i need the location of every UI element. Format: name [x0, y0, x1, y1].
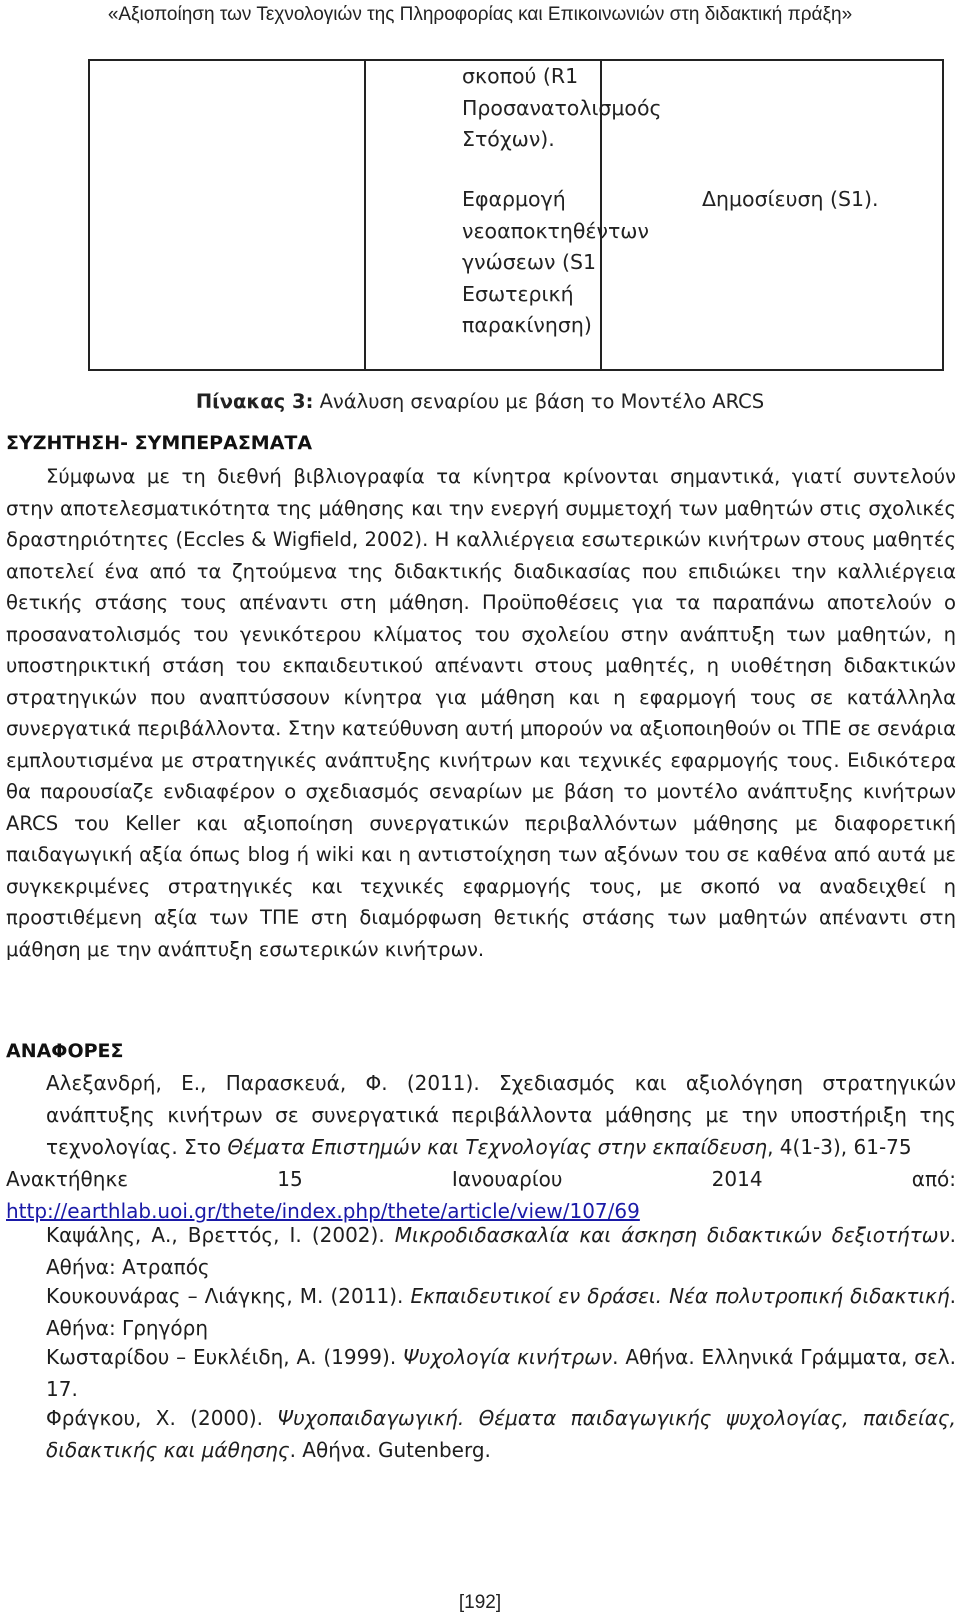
reference-text — [6, 1067, 956, 1163]
reference-publisher: . Αθήνα: Ατραπός — [46, 1223, 956, 1279]
table-col-divider-1 — [364, 59, 366, 371]
reference-authors: Κωσταρίδου – Ευκλέιδη, Α. (1999). — [46, 1345, 404, 1369]
reference-title: Εκπαιδευτικοί εν δράσει. Νέα πολυτροπική διδακτική — [410, 1284, 950, 1308]
retrieved-word: από: — [911, 1167, 956, 1191]
reference-authors: Αλεξανδρή, Ε., Παρασκευά, Φ. (2011). Σχεδιασμός και αξιολόγηση στρατηγικών ανάπτυξης κινήτρων σε συνεργατικά περιβάλλοντα μάθησης με την υποστήριξη της τεχνολογίας. Στο — [46, 1071, 956, 1159]
retrieved-word: 15 — [277, 1167, 303, 1191]
cell-line: νεοαποκτηθέντων — [462, 218, 649, 243]
table-caption — [0, 390, 960, 413]
table-cell-col3: Δημοσίευση (S1). — [702, 187, 879, 211]
retrieved-word: Ανακτήθηκε — [6, 1167, 129, 1191]
reference-authors: Καψάλης, Α., Βρεττός, Ι. (2002). — [46, 1223, 395, 1247]
reference-item — [6, 1219, 956, 1283]
reference-title: Μικροδιδασκαλία και άσκηση διδακτικών δεξιοτήτων — [394, 1223, 950, 1247]
reference-publisher: . Αθήνα. Gutenberg. — [289, 1438, 491, 1462]
table-cell-col2-top — [462, 61, 662, 156]
cell-line: σκοπού (R1 — [462, 64, 579, 88]
retrieved-word: Ιανουαρίου — [451, 1167, 563, 1191]
reference-journal: Θέματα Επιστημών και Τεχνολογίας στην εκπαίδευση — [227, 1135, 768, 1159]
reference-volume: , 4(1-3), 61-75 — [767, 1135, 912, 1159]
cell-line: Στόχων). — [462, 127, 555, 151]
reference-authors: Φράγκου, Χ. (2000). — [46, 1406, 278, 1430]
reference-item — [6, 1067, 956, 1227]
references-heading: ΑΝΑΦΟΡΕΣ — [6, 1040, 124, 1062]
page-number: [192] — [458, 1592, 502, 1613]
cell-line: γνώσεων (S1 — [462, 250, 597, 274]
cell-line: παρακίνηση) — [462, 313, 592, 337]
table-right-border — [942, 59, 944, 371]
reference-url-link[interactable]: http://earthlab.uoi.gr/thete/index.php/thete/article/view/107/69 — [6, 1199, 640, 1223]
reference-text — [6, 1280, 956, 1344]
caption-label: Πίνακας 3: — [195, 390, 314, 413]
reference-text — [6, 1341, 956, 1405]
reference-item — [6, 1341, 956, 1405]
running-header: «Αξιοποίηση των Τεχνολογιών της Πληροφορίας και Επικοινωνιών στη διδακτική πράξη» — [107, 4, 853, 25]
cell-line: Προσανατολισμοός — [462, 95, 662, 120]
reference-title: Ψυχολογία κινήτρων — [403, 1345, 613, 1369]
reference-text — [6, 1219, 956, 1283]
discussion-paragraph: Σύμφωνα με τη διεθνή βιβλιογραφία τα κίνητρα κρίνονται σημαντικά, γιατί συντελούν στην αποτελεσματικότητα της μάθησης και την ενεργή συμμετοχή των μαθητών στις σχολικές δραστηριότητες (Eccles & Wigfield, 2002). Η καλλιέργεια εσωτερικών κινήτρων στους μαθητές αποτελεί ένα από τα ζητούμενα της διδακτικής διαδικασίας που επιδιώκει την καλλιέργεια θετικής στάσης τους απέναντι στη μάθηση. Προϋποθέσεις για τα παραπάνω αποτελούν ο προσανατολισμός του γενικότερου κλίματος του σχολείου στην ανάπτυξη των μαθητών, η υποστηρικτική στάση του εκπαιδευτικού απέναντι στους μαθητές, η υιοθέτηση διδακτικών στρατηγικών που αναπτύσσουν κίνητρα για μάθηση και η εφαρμογή τους σε κατάλληλα συνεργατικά περιβάλλοντα. Στην κατεύθυνση αυτή μπορούν να αξιοποιηθούν οι ΤΠΕ σε σενάρια εμπλουτισμένα με στρατηγικές ανάπτυξης κινήτρων και τεχνικές εφαρμογής τους. Ειδικότερα θα παρουσίαζε ενδιαφέρον ο σχεδιασμός σεναρίων με βάση το μοντέλο ανάπτυξης κινήτρων ARCS του Keller και αξιοποίηση συνεργατικών περιβαλλόντων μάθησης με διαφορετική παιδαγωγική αξία όπως blog ή wiki και η αντιστοίχηση των αξόνων του σε καθένα από αυτά με συγκεκριμένες στρατηγικές και τεχνικές εφαρμογής τους, με σκοπό να αναδειχθεί η προστιθέμενη αξία των ΤΠΕ στη διαμόρφωση θετικής στάσης των μαθητών απέναντι στη μάθηση με την ανάπτυξη εσωτερικών κινήτρων. — [6, 465, 956, 961]
reference-item — [6, 1280, 956, 1344]
reference-authors: Κουκουνάρας – Λιάγκης, Μ. (2011). — [46, 1284, 411, 1308]
reference-text — [6, 1402, 956, 1466]
table-left-border — [88, 59, 90, 371]
table-cell-col2-bottom — [462, 184, 649, 342]
table-bottom-border — [88, 369, 944, 371]
reference-publisher: . Αθήνα. Ελληνικά Γράμματα, σελ. 17. — [46, 1345, 956, 1401]
cell-line: Εσωτερική — [462, 281, 574, 306]
retrieved-word: 2014 — [711, 1167, 763, 1191]
reference-retrieved-line — [6, 1163, 956, 1195]
cell-line: Εφαρμογή — [462, 187, 566, 211]
reference-publisher: . Αθήνα: Γρηγόρη — [46, 1284, 957, 1340]
reference-title: Ψυχοπαιδαγωγική. Θέματα παιδαγωγικής ψυχολογίας, παιδείας, διδακτικής και μάθησης — [46, 1406, 956, 1462]
discussion-heading: ΣΥΖΗΤΗΣΗ- ΣΥΜΠΕΡΑΣΜΑΤΑ — [6, 432, 313, 454]
reference-item — [6, 1402, 956, 1466]
caption-text: Ανάλυση σεναρίου με βάση το Μοντέλο ARCS — [313, 390, 765, 413]
